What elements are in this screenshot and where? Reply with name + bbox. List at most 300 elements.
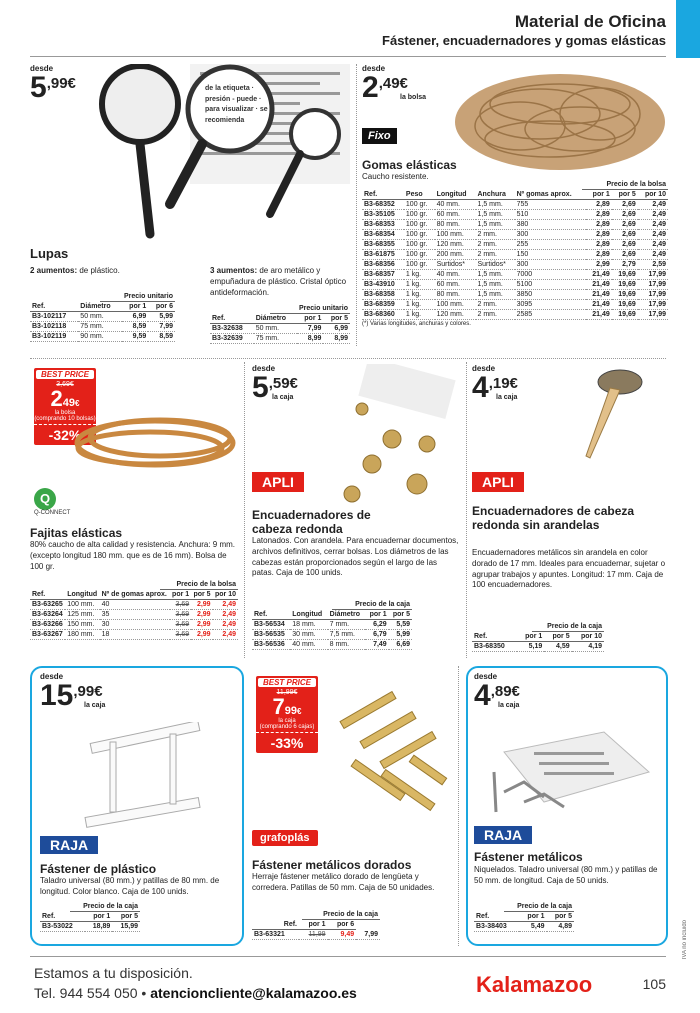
table-cell: 125 mm. (65, 610, 99, 620)
table-cell: 2,99 (586, 260, 612, 270)
column-header: Ref. (210, 314, 254, 324)
table-cell: 2,69 (612, 250, 638, 260)
table-cell: 300 (515, 230, 586, 240)
price-unit: la caja (496, 394, 518, 401)
column-header: Longitud (435, 190, 476, 200)
column-header: por 1 (365, 610, 388, 620)
table-cell: 2,49 (213, 630, 238, 640)
table-cell: 1 kg. (404, 270, 435, 280)
table-cell: 2,89 (586, 240, 612, 250)
product-desc: Latonados. Con arandela. Para encuadernar documentos, archivos definitivos, cerrar bolsas. Los diámetros de las cabezas están proporcionados según el largo de las patas. Caja de 100 unids. (252, 536, 459, 578)
table-row (362, 200, 668, 210)
price-table (472, 632, 604, 652)
column-header: Ref. (472, 632, 517, 642)
table-cell: 5,99 (389, 630, 412, 640)
table-cell: 4,59 (544, 642, 571, 652)
table-cell: 2,99 (191, 610, 212, 620)
brand-logo-fixo: Fixo (362, 128, 397, 144)
divider (356, 64, 357, 346)
table-cell: B3-68360 (362, 310, 404, 320)
table-cell: 2,99 (191, 600, 212, 610)
table-cell: 755 (515, 200, 586, 210)
table-cell: 17,99 (638, 310, 668, 320)
table-row (40, 922, 140, 932)
product-title: Fástener metálicos dorados (252, 858, 412, 872)
table-cell: 7,99 (297, 324, 324, 334)
table-cell: B3-63321 (252, 930, 299, 940)
price: 5,99€ (30, 71, 76, 104)
table-cell: Surtidos* (476, 260, 515, 270)
table-cell: 380 (515, 220, 586, 230)
table-cell: 8,99 (323, 334, 350, 344)
desde-label: desde (472, 364, 496, 373)
table-cell: 8,59 (148, 332, 175, 342)
table-cell: 100 gr. (404, 220, 435, 230)
table-cell: 150 mm. (65, 620, 99, 630)
column-header: Ref. (362, 190, 404, 200)
table-cell: 2,99 (191, 630, 212, 640)
table-cell: B3-68358 (362, 290, 404, 300)
table-row (30, 322, 175, 332)
header-tab (676, 0, 700, 58)
table-cell: B3-63267 (30, 630, 65, 640)
table-note: (*) Varias longitudes, anchuras y colores. (362, 321, 471, 327)
table-cell: 21,49 (586, 300, 612, 310)
table-cell: B3-56535 (252, 630, 290, 640)
table-cell: B3-68352 (362, 200, 404, 210)
table-cell: 100 gr. (404, 250, 435, 260)
column-header: por 1 (519, 912, 546, 922)
table-cell: 2,49 (638, 200, 668, 210)
column-header: por 1 (586, 190, 612, 200)
header-divider (30, 56, 666, 57)
column-header: por 5 (547, 912, 574, 922)
table-cell: B3-56534 (252, 620, 290, 630)
table-row (252, 630, 412, 640)
column-header: Diámetro (254, 314, 297, 324)
table-cell: 4,89 (547, 922, 574, 932)
table-cell: B3-68359 (362, 300, 404, 310)
table-row (252, 930, 380, 940)
table-cell: B3-63265 (30, 600, 65, 610)
price-header: Precio de la caja (504, 902, 574, 912)
product-title: Lupas (30, 246, 69, 261)
column-header: por 5 (323, 314, 350, 324)
glass-text: de la etiqueta · presión - puede · para visualizar · se recomienda (205, 85, 268, 124)
table-cell: 1 kg. (404, 280, 435, 290)
price-table (40, 912, 140, 932)
table-cell: 100 gr. (404, 240, 435, 250)
table-cell: Surtidos* (435, 260, 476, 270)
table-cell: 255 (515, 240, 586, 250)
table-cell: 8,59 (122, 322, 149, 332)
price-table (474, 912, 574, 932)
brand-logo-apli: APLI (252, 472, 304, 492)
table-cell: 100 gr. (404, 260, 435, 270)
table-row (362, 310, 668, 320)
table-cell: 21,49 (586, 270, 612, 280)
lupas-table-a (30, 292, 175, 342)
column-header: por 5 (191, 590, 212, 600)
table-cell: 35 (100, 610, 170, 620)
price-table (252, 920, 380, 940)
table-cell: 2,49 (213, 610, 238, 620)
gomas-table (362, 180, 668, 327)
table-cell: 2 mm. (476, 300, 515, 310)
table-cell: 2,69 (612, 230, 638, 240)
best-price-badge: BEST PRICE 3,69€ 249€ la bolsa (comprando 10 bolsas) -32% (34, 370, 96, 443)
brand-logo-raja: RAJA (40, 836, 98, 854)
table-cell: 2 mm. (476, 250, 515, 260)
table-cell: 6,69 (389, 640, 412, 650)
enc-redonda-table (252, 600, 412, 650)
divider (466, 362, 467, 658)
column-header: por 5 (612, 190, 638, 200)
table-cell: 17,99 (638, 280, 668, 290)
table-cell: 3,69 (170, 620, 191, 630)
table-cell: 30 (100, 620, 170, 630)
desc-2x: 2 aumentos: de plástico. (30, 266, 120, 275)
rubber-bands-image (450, 64, 668, 174)
gomas-section (362, 64, 668, 354)
table-cell: 3,69 (170, 600, 191, 610)
table-cell: B3-32639 (210, 334, 254, 344)
price-table (362, 190, 668, 320)
table-cell: 1 kg. (404, 290, 435, 300)
page-title: Material de Oficina (514, 12, 666, 31)
column-header: Ref. (252, 610, 290, 620)
brand-logo-q-connect: Q Q-CONNECT (34, 488, 70, 516)
table-cell: B3-56536 (252, 640, 290, 650)
table-cell: 2,69 (612, 200, 638, 210)
table-cell: 5,99 (148, 312, 175, 322)
table-cell: B3-102117 (30, 312, 78, 322)
table-cell: 2585 (515, 310, 586, 320)
table-cell: B3-53022 (40, 922, 85, 932)
column-header: por 1 (170, 590, 191, 600)
table-cell: 2,49 (638, 220, 668, 230)
price-unit: la caja (498, 702, 520, 709)
table-cell: 19,69 (612, 280, 638, 290)
table-cell: 6,99 (122, 312, 149, 322)
table-cell: 21,49 (586, 310, 612, 320)
column-header: Diámetro (328, 610, 366, 620)
table-cell: 100 gr. (404, 230, 435, 240)
price-header: Precio de la caja (332, 600, 412, 610)
table-row (252, 640, 412, 650)
table-cell: B3-68354 (362, 230, 404, 240)
product-desc: Niquelados. Taladro universal (80 mm.) y patillas de 50 mm. de longitud. Caja de 50 unids. (474, 865, 658, 885)
table-cell: B3-35105 (362, 210, 404, 220)
table-cell: 5,59 (389, 620, 412, 630)
table-row (30, 610, 238, 620)
column-header: por 6 (328, 920, 357, 930)
table-cell: 1,5 mm. (476, 270, 515, 280)
table-cell: 2,59 (638, 260, 668, 270)
table-cell: 100 mm. (435, 300, 476, 310)
table-row (362, 210, 668, 220)
table-row (30, 620, 238, 630)
product-desc: Taladro universal (80 mm.) y patillas de 80 mm. de longitud. Color blanco. Caja de 100 unids. (40, 876, 220, 896)
table-cell: 2,49 (638, 250, 668, 260)
price: 5,59€ (252, 371, 298, 404)
table-cell: 5100 (515, 280, 586, 290)
table-row (30, 600, 238, 610)
table-cell: B3-68355 (362, 240, 404, 250)
table-row (362, 290, 668, 300)
table-cell: B3-102119 (30, 332, 78, 342)
fajitas-section (30, 364, 238, 658)
column-header: por 10 (638, 190, 668, 200)
column-header: por 5 (389, 610, 412, 620)
table-cell: 2,69 (612, 240, 638, 250)
table-cell: B3-68356 (362, 260, 404, 270)
table-cell: 2,69 (612, 220, 638, 230)
table-cell: 60 mm. (435, 210, 476, 220)
table-row (30, 332, 175, 342)
table-cell: 2,49 (638, 230, 668, 240)
table-cell: 18,89 (85, 922, 113, 932)
table-cell: 2,49 (213, 600, 238, 610)
column-header: Peso (404, 190, 435, 200)
table-cell: 2,49 (638, 210, 668, 220)
table-cell: 80 mm. (435, 290, 476, 300)
best-price-badge: BEST PRICE 11,99€ 799€ la caja (comprando 6 cajas) -33% (256, 676, 318, 753)
table-cell: 7,5 mm. (328, 630, 366, 640)
table-cell: 90 mm. (78, 332, 121, 342)
column-header: Anchura (476, 190, 515, 200)
table-cell: 120 mm. (435, 310, 476, 320)
price-table (30, 302, 175, 342)
desde-label: desde (252, 364, 276, 373)
price-header: Precio de la bolsa (160, 580, 238, 590)
product-title: Fástener de plástico (40, 862, 157, 876)
table-cell: 21,49 (586, 280, 612, 290)
table-row (472, 642, 604, 652)
table-cell: 18 mm. (290, 620, 327, 630)
table-cell: B3-68357 (362, 270, 404, 280)
table-cell: 1 kg. (404, 310, 435, 320)
table-cell: 17,99 (638, 290, 668, 300)
price: 15,99€ (40, 679, 103, 712)
table-cell: 2,79 (612, 260, 638, 270)
table-cell: 100 mm. (435, 230, 476, 240)
table-cell: B3-61875 (362, 250, 404, 260)
table-cell: 7 mm. (328, 620, 366, 630)
product-desc: Caucho resistente. (362, 172, 429, 181)
table-cell: 19,69 (612, 310, 638, 320)
table-cell: 100 mm. (65, 600, 99, 610)
table-cell: 3,69 (170, 610, 191, 620)
table-cell: 18 (100, 630, 170, 640)
price-header: Precio unitario (100, 292, 175, 302)
table-cell: 200 mm. (435, 250, 476, 260)
table-cell: 2 mm. (476, 310, 515, 320)
table-cell: 150 (515, 250, 586, 260)
table-cell: 1,5 mm. (476, 280, 515, 290)
fast-dorados-section (252, 672, 452, 942)
table-cell: 7,49 (365, 640, 388, 650)
email-link[interactable]: atencioncliente@kalamazoo.es (150, 984, 357, 1001)
price-unit: la bolsa (400, 94, 427, 101)
table-cell: 2,89 (586, 230, 612, 240)
table-cell: 2,49 (638, 240, 668, 250)
table-cell: B3-38403 (474, 922, 519, 932)
table-cell: 2 mm. (476, 230, 515, 240)
column-header: por 1 (299, 920, 328, 930)
price-header: Precio unitario (270, 304, 350, 314)
price-header: Precio de la caja (532, 622, 604, 632)
table-row (362, 250, 668, 260)
plastic-fastener-image (70, 722, 220, 832)
product-title: Gomas elásticas (362, 158, 457, 172)
table-cell: 30 mm. (290, 630, 327, 640)
price: 2,49€ (362, 71, 408, 104)
table-cell: 40 mm. (290, 640, 327, 650)
table-cell: 8 mm. (328, 640, 366, 650)
footer-contact (34, 964, 357, 1003)
column-header: por 5 (112, 912, 140, 922)
table-cell: 3095 (515, 300, 586, 310)
footer-line1: Estamos a tu disposición. (34, 965, 193, 981)
product-desc: 80% caucho de alta calidad y resistencia. Anchura: 9 mm. (excepto longitud 180 mm. que es de 16 mm). Bolsa de 100 gr. (30, 540, 235, 571)
price-table (210, 314, 350, 344)
column-header: Ref. (474, 912, 519, 922)
table-cell: 40 (100, 600, 170, 610)
footer-divider (30, 956, 666, 957)
desde-label: desde (40, 672, 64, 681)
column-header: Ref. (30, 302, 78, 312)
table-cell: 1,5 mm. (476, 200, 515, 210)
desde-label: desde (30, 64, 54, 73)
brand-logo-grafoplas: grafoplás (252, 830, 318, 846)
table-cell: 2,89 (586, 220, 612, 230)
phone[interactable]: Tel. 944 554 050 • (34, 984, 151, 1001)
price-header: Precio de la bolsa (582, 180, 668, 190)
table-cell: 2,89 (586, 210, 612, 220)
table-cell: 11,99 (299, 930, 328, 940)
table-cell: B3-68350 (472, 642, 517, 652)
table-row (30, 312, 175, 322)
table-cell: 6,29 (365, 620, 388, 630)
price-header: Precio de la caja (302, 910, 380, 920)
elastic-bands-image (70, 398, 240, 478)
table-row (362, 260, 668, 270)
column-header: Nº de gomas aprox. (100, 590, 170, 600)
table-cell: 6,99 (323, 324, 350, 334)
gold-fasteners-image (328, 676, 452, 826)
table-cell: 5,19 (517, 642, 544, 652)
table-cell: 75 mm. (254, 334, 297, 344)
brand-logo-apli: APLI (472, 472, 524, 492)
price-table (30, 590, 238, 640)
enc-sin-table (472, 622, 604, 652)
table-row (210, 324, 350, 334)
lupas-section (30, 64, 350, 354)
table-cell: B3-32638 (210, 324, 254, 334)
fasteners-image (332, 364, 460, 514)
column-header: Nº gomas aprox. (515, 190, 586, 200)
kalamazoo-logo[interactable]: Kalamazoo (476, 972, 593, 997)
table-cell: 2,69 (612, 210, 638, 220)
table-cell: 21,49 (586, 290, 612, 300)
table-cell: 19,69 (612, 300, 638, 310)
table-cell: 40 mm. (435, 200, 476, 210)
table-cell: 180 mm. (65, 630, 99, 640)
table-cell: 7,99 (356, 930, 380, 940)
fast-plastico-table (40, 902, 140, 932)
column-header: por 1 (517, 632, 544, 642)
table-cell: B3-102118 (30, 322, 78, 332)
divider (244, 362, 245, 658)
table-row (362, 240, 668, 250)
table-cell: 2,89 (586, 200, 612, 210)
desc-3x: 3 aumentos: de aro metálico y empuñadura de plástico. Cristal óptico antideformación. (210, 266, 347, 297)
table-cell: 2,89 (586, 250, 612, 260)
product-title: Encuadernadores de cabeza redonda sin arandelas (472, 504, 635, 533)
product-title: Fástener metálicos (474, 850, 583, 864)
table-cell: 17,99 (638, 300, 668, 310)
fajitas-table (30, 580, 238, 640)
table-cell: 8,99 (297, 334, 324, 344)
price-table (252, 610, 412, 650)
table-cell: 510 (515, 210, 586, 220)
column-header: Ref. (30, 590, 65, 600)
table-cell: B3-43910 (362, 280, 404, 290)
table-cell: 120 mm. (435, 240, 476, 250)
column-header: Longitud (65, 590, 99, 600)
table-cell: 6,79 (365, 630, 388, 640)
product-desc: Encuadernadores metálicos sin arandela en color dorado de 17 mm. Ideales para encuadernar, sujetar o agrupar trabajos y apuntes. Longitud: 17 mm. Caja de 100 encuadernadores. (472, 548, 666, 590)
table-cell: 17,99 (638, 270, 668, 280)
divider (30, 358, 666, 359)
fast-dorados-table (252, 910, 380, 940)
table-cell: 1,5 mm. (476, 220, 515, 230)
table-cell: 19,69 (612, 270, 638, 280)
desde-label: desde (362, 64, 386, 73)
table-cell: B3-63266 (30, 620, 65, 630)
column-header: Ref. (40, 912, 85, 922)
table-cell: 100 gr. (404, 210, 435, 220)
table-cell: 100 gr. (404, 200, 435, 210)
table-cell: 15,99 (112, 922, 140, 932)
column-header: por 1 (122, 302, 149, 312)
metal-fasteners-image (484, 722, 654, 822)
table-row (362, 300, 668, 310)
table-row (362, 270, 668, 280)
table-row (30, 630, 238, 640)
vat-note: IVA no incluido (682, 920, 688, 960)
column-header: por 10 (213, 590, 238, 600)
page-subtitle: Fástener, encuadernadores y gomas elásticas (382, 33, 666, 48)
table-cell: 4,19 (572, 642, 604, 652)
column-header: por 6 (148, 302, 175, 312)
product-title: Encuadernadores de cabeza redonda (252, 508, 371, 537)
table-row (362, 220, 668, 230)
column-header: por 5 (544, 632, 571, 642)
lupas-table-b (210, 304, 350, 344)
table-row (362, 230, 668, 240)
table-cell: 19,69 (612, 290, 638, 300)
divider (458, 666, 459, 946)
table-cell: 3,69 (170, 630, 191, 640)
column-header: Longitud (290, 610, 327, 620)
table-cell: B3-68353 (362, 220, 404, 230)
column-header: Ref. (252, 920, 299, 930)
table-row (252, 620, 412, 630)
price-header: Precio de la caja (70, 902, 140, 912)
desde-label: desde (474, 672, 498, 681)
